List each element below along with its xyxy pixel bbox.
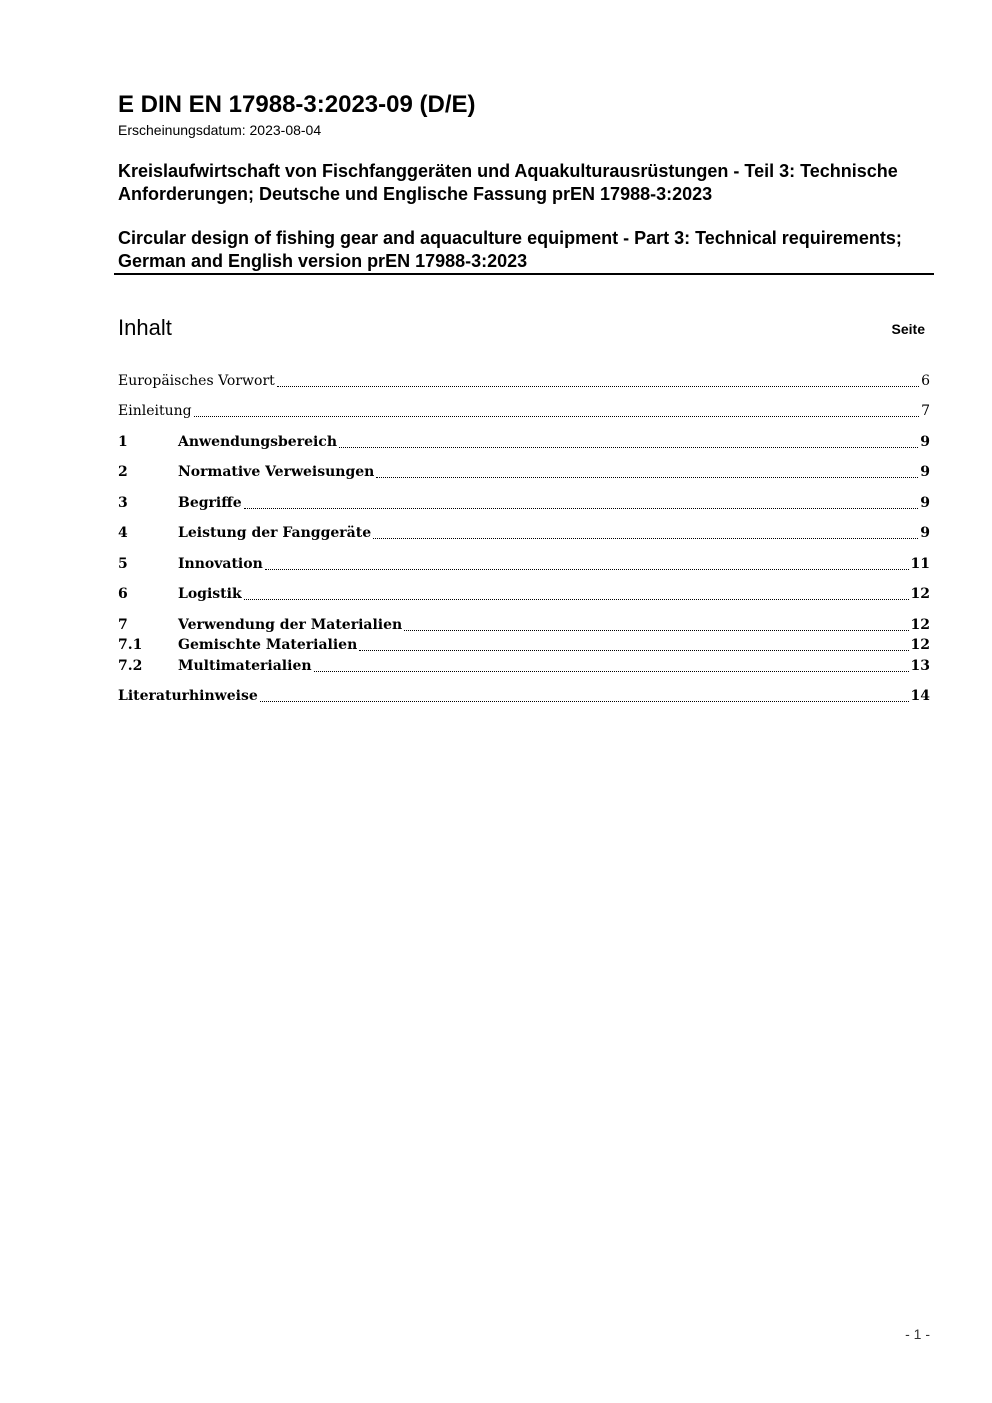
toc-entry-introduction[interactable] bbox=[118, 401, 930, 421]
toc-entry-title: Leistung der Fanggeräte bbox=[178, 525, 372, 541]
toc-leader-dots bbox=[314, 670, 909, 672]
toc-entry-page: 9 bbox=[920, 495, 930, 511]
toc-entry-page: 12 bbox=[910, 637, 930, 653]
title-english: Circular design of fishing gear and aquaculture equipment - Part 3: Technical requirements; German and English version prEN 17988-3:2023 bbox=[118, 228, 902, 271]
title-german: Kreislaufwirtschaft von Fischfanggeräten und Aquakulturausrüstungen - Teil 3: Technische Anforderungen; Deutsche und Englische Fassung prEN 17988-3:2023 bbox=[118, 161, 898, 204]
toc-entry-page: 9 bbox=[920, 434, 930, 450]
toc-entry-page: 12 bbox=[910, 586, 930, 602]
toc-entry-section-6[interactable] bbox=[118, 584, 930, 604]
toc-entry-page: 9 bbox=[920, 464, 930, 480]
toc-entry-foreword[interactable] bbox=[118, 371, 930, 391]
toc-entry-section-2[interactable] bbox=[118, 462, 930, 482]
toc-entry-title: Normative Verweisungen bbox=[178, 464, 375, 480]
toc-entry-section-7-1[interactable] bbox=[118, 635, 930, 655]
toc-leader-dots bbox=[244, 507, 919, 509]
toc-entry-title: Begriffe bbox=[178, 495, 242, 511]
toc-leader-dots bbox=[359, 649, 908, 651]
toc-entry-number: 1 bbox=[118, 434, 128, 450]
toc-entry-page: 14 bbox=[910, 688, 930, 704]
toc-entry-page: 11 bbox=[910, 556, 930, 572]
toc-entry-title: Literaturhinweise bbox=[118, 688, 258, 704]
toc-leader-dots bbox=[265, 568, 909, 570]
toc-entry-section-1[interactable] bbox=[118, 432, 930, 452]
toc-entry-page: 13 bbox=[910, 658, 930, 674]
toc-entry-number: 6 bbox=[118, 586, 128, 602]
toc-entry-section-7-2[interactable] bbox=[118, 656, 930, 676]
page-number: - 1 - bbox=[905, 1326, 930, 1342]
toc-entry-title: Anwendungsbereich bbox=[178, 434, 337, 450]
toc-leader-dots bbox=[373, 537, 918, 539]
toc-entry-title: Gemischte Materialien bbox=[178, 637, 358, 653]
toc-entry-title: Verwendung der Materialien bbox=[178, 617, 403, 633]
toc-entry-number: 2 bbox=[118, 464, 128, 480]
toc-entry-title: Multimaterialien bbox=[178, 658, 312, 674]
toc-entry-section-7[interactable] bbox=[118, 615, 930, 635]
toc-entry-section-4[interactable] bbox=[118, 523, 930, 543]
toc-leader-dots bbox=[260, 700, 909, 702]
toc-entry-number: 7.2 bbox=[118, 658, 143, 674]
toc-leader-dots bbox=[244, 598, 909, 600]
toc-entry-page: 12 bbox=[910, 617, 930, 633]
publication-date: Erscheinungsdatum: 2023-08-04 bbox=[118, 122, 322, 138]
toc-leader-dots bbox=[339, 446, 918, 448]
toc-entry-page: 6 bbox=[921, 373, 930, 389]
toc-entry-number: 5 bbox=[118, 556, 128, 572]
document-id: E DIN EN 17988-3:2023-09 (D/E) bbox=[118, 91, 476, 118]
toc-entry-section-5[interactable] bbox=[118, 554, 930, 574]
toc-entry-section-3[interactable] bbox=[118, 493, 930, 513]
toc-entry-bibliography[interactable] bbox=[118, 686, 930, 706]
toc-page-column-label: Seite bbox=[891, 321, 925, 337]
toc-entry-page: 7 bbox=[921, 403, 930, 419]
toc-leader-dots bbox=[404, 629, 908, 631]
toc-entry-number: 7 bbox=[118, 617, 128, 633]
title-divider bbox=[114, 273, 934, 275]
toc-entry-title: Europäisches Vorwort bbox=[118, 373, 275, 389]
toc-leader-dots bbox=[376, 476, 918, 478]
toc-entry-title: Logistik bbox=[178, 586, 242, 602]
toc-leader-dots bbox=[277, 385, 919, 387]
toc-entry-title: Einleitung bbox=[118, 403, 192, 419]
toc-entry-number: 4 bbox=[118, 525, 128, 541]
toc-entry-number: 3 bbox=[118, 495, 128, 511]
toc-entry-page: 9 bbox=[920, 525, 930, 541]
toc-heading: Inhalt bbox=[118, 315, 172, 340]
toc-entry-number: 7.1 bbox=[118, 637, 143, 653]
toc-leader-dots bbox=[194, 415, 920, 417]
toc-entry-title: Innovation bbox=[178, 556, 263, 572]
